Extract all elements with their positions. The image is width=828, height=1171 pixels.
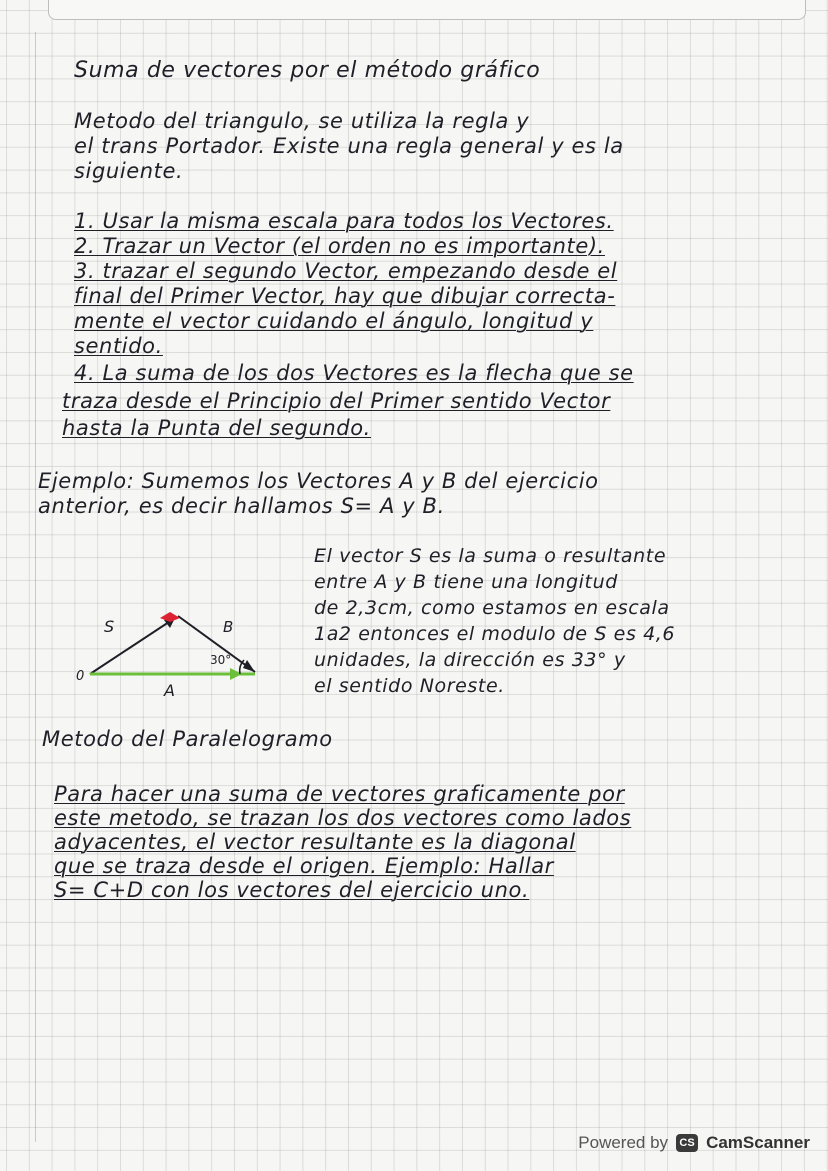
parallelogram-line-4: que se traza desde el origen. Ejemplo: Hallar — [54, 854, 554, 878]
intro-line-3: siguiente. — [74, 159, 184, 183]
explanation-line-3: de 2,3cm, como estamos en escala — [314, 597, 670, 619]
label-b: B — [223, 618, 234, 636]
page-title: Suma de vectores por el método gráfico — [74, 58, 541, 83]
camscanner-logo-icon: CS — [676, 1134, 698, 1152]
explanation-line-4: 1a2 entonces el modulo de S es 4,6 — [314, 623, 676, 645]
step-4-line-2: traza desde el Principio del Primer sentido Vector — [62, 389, 611, 413]
vector-s-line — [90, 618, 175, 674]
camscanner-brand: CamScanner — [706, 1133, 810, 1152]
parallelogram-title: Metodo del Paralelogramo — [42, 727, 333, 751]
intro-line-2: el trans Portador. Existe una regla general y es la — [74, 134, 624, 158]
step-3-line-1: 3. trazar el segundo Vector, empezando desde el — [74, 259, 618, 283]
intro-line-1: Metodo del triangulo, se utiliza la regla y — [74, 109, 530, 133]
page-top-tab — [48, 0, 806, 20]
parallelogram-line-2: este metodo, se trazan los dos vectores como lados — [54, 806, 632, 830]
example-line-1: Ejemplo: Sumemos los Vectores A y B del ejercicio — [38, 469, 599, 493]
step-3-line-2: final del Primer Vector, hay que dibujar correcta- — [74, 284, 616, 308]
parallelogram-line-3: adyacentes, el vector resultante es la diagonal — [54, 830, 576, 854]
margin-line — [35, 32, 36, 1142]
label-s: S — [104, 617, 115, 636]
example-line-2: anterior, es decir hallamos S= A y B. — [38, 494, 445, 518]
step-3-line-4: sentido. — [74, 334, 163, 358]
label-a: A — [164, 681, 175, 700]
step-4-line-3: hasta la Punta del segundo. — [62, 416, 371, 440]
parallelogram-line-5: S= C+D con los vectores del ejercicio uno. — [54, 878, 530, 902]
camscanner-footer — [578, 1133, 810, 1153]
vertex-mark — [160, 612, 180, 622]
vector-b-arrowhead — [243, 660, 255, 672]
step-4-line-1: 4. La suma de los dos Vectores es la flecha que se — [74, 361, 634, 385]
label-angle: 30° — [210, 653, 232, 667]
step-1: 1. Usar la misma escala para todos los Vectores. — [74, 209, 614, 233]
step-2: 2. Trazar un Vector (el orden no es importante). — [74, 234, 605, 258]
explanation-line-5: unidades, la dirección es 33° y — [314, 649, 626, 671]
step-3-line-3: mente el vector cuidando el ángulo, longitud y — [74, 309, 594, 333]
vector-triangle-diagram — [60, 598, 280, 708]
explanation-line-6: el sentido Noreste. — [314, 675, 505, 697]
explanation-line-2: entre A y B tiene una longitud — [314, 571, 618, 593]
parallelogram-line-1: Para hacer una suma de vectores graficamente por — [54, 782, 625, 806]
label-origin: 0 — [76, 669, 85, 684]
powered-by-text: Powered by — [578, 1133, 669, 1152]
explanation-line-1: El vector S es la suma o resultante — [314, 545, 667, 567]
